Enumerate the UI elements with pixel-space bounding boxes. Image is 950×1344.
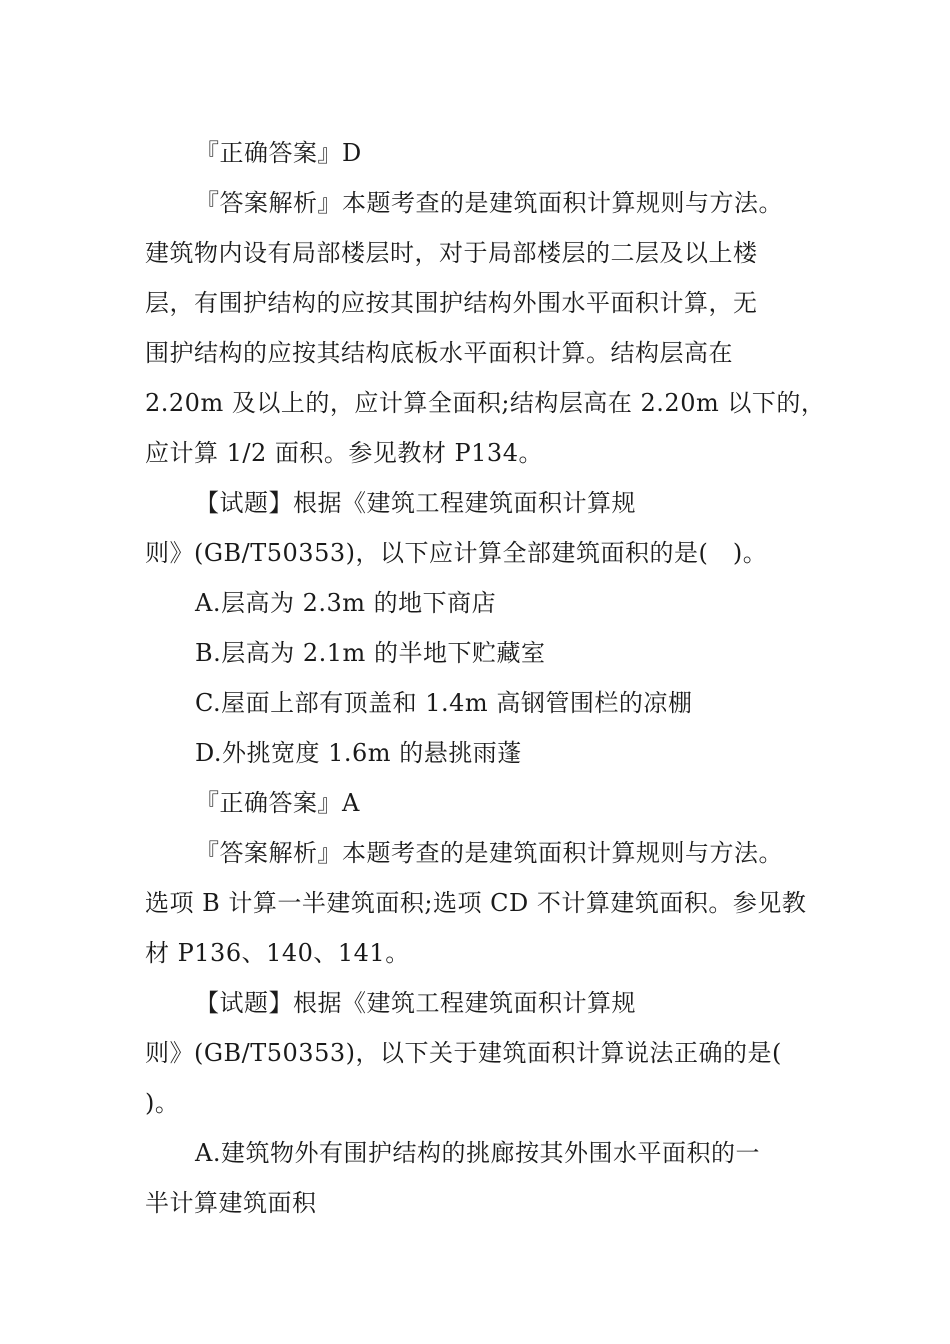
answer-line: 『正确答案』A xyxy=(195,789,360,817)
analysis-line: 建筑物内设有局部楼层时，对于局部楼层的二层及以上楼 xyxy=(145,239,758,267)
analysis-line: 围护结构的应按其结构底板水平面积计算。结构层高在 xyxy=(145,339,733,367)
question-line: )。 xyxy=(145,1089,180,1117)
question-line: 则》(GB/T50353)，以下应计算全部建筑面积的是( )。 xyxy=(145,539,768,567)
document-page xyxy=(145,128,826,1228)
analysis-line: 选项 B 计算一半建筑面积;选项 CD 不计算建筑面积。参见教 xyxy=(145,889,807,917)
answer-line: 『正确答案』D xyxy=(195,139,362,167)
analysis-line: 材 P136、140、141。 xyxy=(145,939,410,967)
analysis-line: 2.20m 及以上的，应计算全面积;结构层高在 2.20m 以下的， xyxy=(145,389,826,417)
analysis-line: 应计算 1/2 面积。参见教材 P134。 xyxy=(145,439,543,467)
question-line: 【试题】根据《建筑工程建筑面积计算规 xyxy=(195,489,636,517)
option-a: 半计算建筑面积 xyxy=(145,1189,317,1217)
option-a: A.层高为 2.3m 的地下商店 xyxy=(195,589,497,617)
question-line: 则》(GB/T50353)，以下关于建筑面积计算说法正确的是( xyxy=(145,1039,782,1067)
analysis-line: 『答案解析』本题考查的是建筑面积计算规则与方法。 xyxy=(195,189,783,217)
option-c: C.屋面上部有顶盖和 1.4m 高钢管围栏的凉棚 xyxy=(195,689,693,717)
question-line: 【试题】根据《建筑工程建筑面积计算规 xyxy=(195,989,636,1017)
option-d: D.外挑宽度 1.6m 的悬挑雨蓬 xyxy=(195,739,522,767)
option-b: B.层高为 2.1m 的半地下贮藏室 xyxy=(195,639,546,667)
option-a: A.建筑物外有围护结构的挑廊按其外围水平面积的一 xyxy=(195,1139,760,1167)
analysis-line: 『答案解析』本题考查的是建筑面积计算规则与方法。 xyxy=(195,839,783,867)
analysis-line: 层，有围护结构的应按其围护结构外围水平面积计算，无 xyxy=(145,289,758,317)
